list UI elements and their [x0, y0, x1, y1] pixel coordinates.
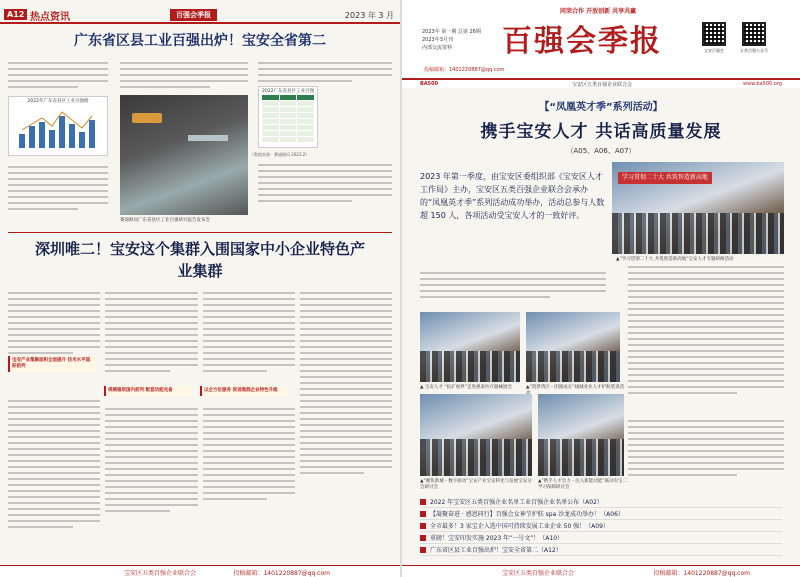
- issue-date: 2023 年 3 月: [344, 11, 394, 20]
- photo-people: [420, 351, 520, 383]
- left-footer: [0, 565, 400, 577]
- list-item[interactable]: 重磅！宝安印发实施 2023 年“一号文”！（A10）: [420, 532, 782, 544]
- footer-email: 投稿邮箱：1401220887@qq.com: [233, 570, 330, 577]
- article1-text-col1: [8, 58, 108, 94]
- photo-people: [526, 351, 620, 383]
- footer-email: 投稿邮箱：1401220887@qq.com: [653, 570, 750, 577]
- event-header: [422, 98, 780, 156]
- bullet-icon: [420, 535, 426, 541]
- ranking-chart: [8, 96, 108, 156]
- qr-label-2: 五类百强公众号: [740, 48, 768, 53]
- conference-photo-caption: 赛迪顾问广东省县区工业百强研究报告发布会: [120, 218, 210, 223]
- article2-col1: [8, 288, 100, 556]
- photo-screen: [188, 135, 228, 141]
- ranking-chart-graphic: [9, 104, 107, 152]
- qr-code-icon: [702, 22, 726, 46]
- conference-photo: [120, 95, 248, 215]
- photo-caption-4: ▲“聚焦新城・数字驱动”宝安产业宝安转化与发展宝安分会研讨会: [420, 479, 532, 490]
- masthead: [402, 0, 800, 78]
- event-editions: （A05、A06、A07）: [566, 147, 636, 155]
- photo-people: [420, 439, 532, 476]
- seminar-photo: [420, 394, 532, 476]
- qr-label-1: 宝安百强会: [704, 48, 724, 53]
- sub-bar-code: BA500: [420, 81, 439, 87]
- section-title: 热点资讯: [30, 12, 70, 23]
- list-item[interactable]: 【凝聚奋进 · 感恩同行】百强会女神节护肤 spa 沙龙成功举办！（A06）: [420, 508, 782, 520]
- article-text-right: [628, 262, 784, 412]
- logo-text: 百强会季报: [502, 24, 662, 59]
- right-page: [402, 0, 800, 577]
- article1-text-col3b: [258, 160, 392, 220]
- table-caption: （数据来源：赛迪顾问 2023.2）: [250, 152, 310, 157]
- article1-text-col3: [258, 58, 392, 84]
- photo-caption-5: ▲“携手人才会力・注入新能动能”联动有宝二学习保障研讨会: [538, 479, 628, 490]
- subheading-2: 规模稳居国内前列 配套功能完备: [104, 386, 192, 396]
- photo-people: [538, 439, 624, 476]
- article2-col2: [105, 288, 197, 556]
- article1-text-col2: [120, 58, 248, 94]
- photo-banner: 学习贯彻二十大 共筑智造新高地: [618, 172, 712, 184]
- footer-org: 宝安区五类百强企业联合会: [124, 570, 197, 577]
- group-photo-main: [612, 162, 784, 254]
- table-title: 2022广东省县区工业百强: [262, 89, 314, 94]
- footer-org: 宝安区五类百强企业联合会: [502, 570, 575, 577]
- page-number: A12: [4, 9, 27, 20]
- website-link[interactable]: www.ba500.org: [743, 81, 782, 87]
- photo-caption-3: ▲“筑梦湾区・团圆成长”线城业业人才护航笔谈活: [526, 385, 625, 390]
- bullet-icon: [420, 511, 426, 517]
- list-item[interactable]: 2022 年宝安区五类百强企业名单工业百强企业名单公布（A02）: [420, 496, 782, 508]
- chart-title: 2022年广东省县区工业百强榜: [27, 99, 89, 104]
- talk-photo: [526, 312, 620, 382]
- article2-col3: [203, 288, 295, 556]
- photo-caption-1: ▲“学习贯彻二十大 共筑智造新高地”宝安人才专题研修活动: [616, 257, 734, 262]
- list-item[interactable]: 全市最多！3 家宝企入选中国可持续发展工业企业 50 强！（A09）: [420, 520, 782, 532]
- qr-code-icon: [742, 22, 766, 46]
- photo-detail: [132, 113, 162, 123]
- internal-note: 内部交流资料: [422, 45, 453, 51]
- article1-text-col1b: [8, 162, 108, 232]
- list-item[interactable]: 广东省区县工业百强出炉！宝安全省第二（A12）: [420, 544, 782, 556]
- photo-people: [612, 213, 784, 254]
- event-title: 携手宝安人才 共话高质量发展: [480, 122, 722, 142]
- issue-month: 2023年3月刊: [422, 37, 453, 43]
- slogan: 同荣合作 开放创新 共享共赢: [560, 8, 637, 15]
- expo-photo: [420, 312, 520, 382]
- event-label: 【“凤凰英才季”系列活动】: [539, 102, 663, 113]
- headline-cluster: 深圳唯二！宝安这个集群入围国家中小企业特色产业集群: [34, 240, 365, 280]
- logo: [492, 22, 672, 62]
- right-footer: [402, 565, 800, 577]
- bullet-icon: [420, 499, 426, 505]
- divider: [8, 232, 392, 233]
- issue-info: 2023年 第一期 总第 26期: [422, 29, 481, 35]
- subheading-1: 宝安产业集聚面积全面提升 技术水平国际前列: [8, 356, 96, 372]
- subheading-3: 以全方位服务 促进集群企业特色升级: [200, 386, 288, 396]
- ranking-table: [258, 86, 318, 148]
- article2-col4: [300, 288, 392, 556]
- bullet-icon: [420, 523, 426, 529]
- contents-list: [420, 496, 782, 556]
- masthead-small: 百强会季报: [170, 9, 217, 21]
- headline-industry-ranking: 广东省区县工业百强出炉！宝安全省第二: [74, 33, 326, 49]
- page-header: [0, 8, 400, 24]
- meeting-photo: [538, 394, 624, 476]
- sub-bar-org: 宝安区五类百强企业联合会: [572, 82, 633, 88]
- intro-text-lines: [420, 268, 606, 308]
- event-intro: 2023 年第一季度，由宝安区委组织部《宝安区人才工作局》主办，宝安区五类百强企业联合会承办的“凤凰英才季”系列活动成功举办，活动总参与人数超 150 人，各项活动受宝安人才的一致好评。: [420, 172, 605, 220]
- photo-caption-2: ▲ 宝安人才 “拓扩视界”走进惠泰医疗器械展会: [420, 385, 512, 390]
- article2-body: [8, 288, 392, 556]
- sub-bar: [402, 78, 800, 88]
- submission-email: 投稿邮箱：1401220887@qq.com: [424, 67, 505, 73]
- article-text-right-b: [628, 416, 784, 490]
- bullet-icon: [420, 547, 426, 553]
